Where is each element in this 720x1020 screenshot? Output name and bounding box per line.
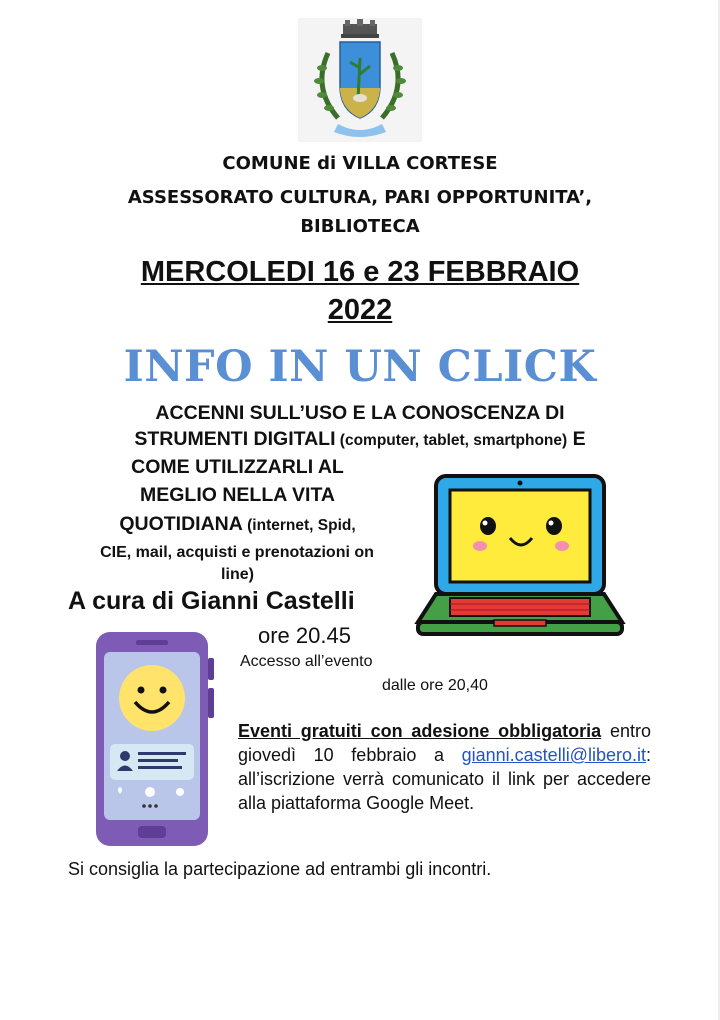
department-name-cont: BIBLIOTECA [300, 216, 420, 237]
description-line-7: line) [221, 566, 254, 583]
event-dates: MERCOLEDI 16 e 23 FEBBRAIO [140, 256, 580, 288]
description-devices: (computer, tablet, smartphone) [335, 432, 568, 449]
description-daily: QUOTIDIANA [119, 513, 243, 535]
contact-email-link[interactable]: gianni.castelli@libero.it [461, 745, 646, 765]
description-line-2 [0, 427, 720, 453]
access-note: Accesso all’evento [240, 653, 373, 670]
description-line-6: CIE, mail, acquisti e prenotazioni on [100, 544, 374, 561]
registration-info [238, 719, 651, 815]
description-line-5 [70, 512, 405, 538]
description-line-1: ACCENNI SULL’USO E LA CONOSCENZA DI [155, 402, 565, 424]
footer-recommendation: Si consiglia la partecipazione ad entrambi gli incontri. [68, 859, 492, 879]
registration-deadline: entro giovedì 10 febbraio a [238, 721, 652, 765]
description-line-4: MEGLIO NELLA VITA [140, 484, 335, 506]
event-year: 2022 [327, 294, 393, 326]
description-examples: (internet, Spid, [242, 517, 356, 534]
event-time: ore 20.45 [258, 623, 351, 648]
department-name: ASSESSORATO CULTURA, PARI OPPORTUNITA’, [127, 187, 593, 208]
description-conj: E [567, 428, 586, 450]
free-events-notice: Eventi gratuiti con adesione obbligatoria [238, 721, 602, 741]
description-bold: STRUMENTI DIGITALI [134, 428, 336, 450]
access-time: dalle ore 20,40 [382, 677, 488, 694]
description-line-3: COME UTILIZZARLI AL [131, 456, 344, 478]
registration-details: : all’iscrizione verrà comunicato il link per accedere alla piattaforma Google Meet. [238, 745, 651, 813]
coat-of-arms-logo [298, 18, 422, 142]
curator: A cura di Gianni Castelli [68, 587, 355, 615]
laptop-illustration [410, 470, 630, 645]
smartphone-illustration [92, 628, 216, 850]
municipality-name: COMUNE di VILLA CORTESE [222, 153, 498, 174]
event-title: INFO IN UN CLICK [123, 342, 597, 392]
